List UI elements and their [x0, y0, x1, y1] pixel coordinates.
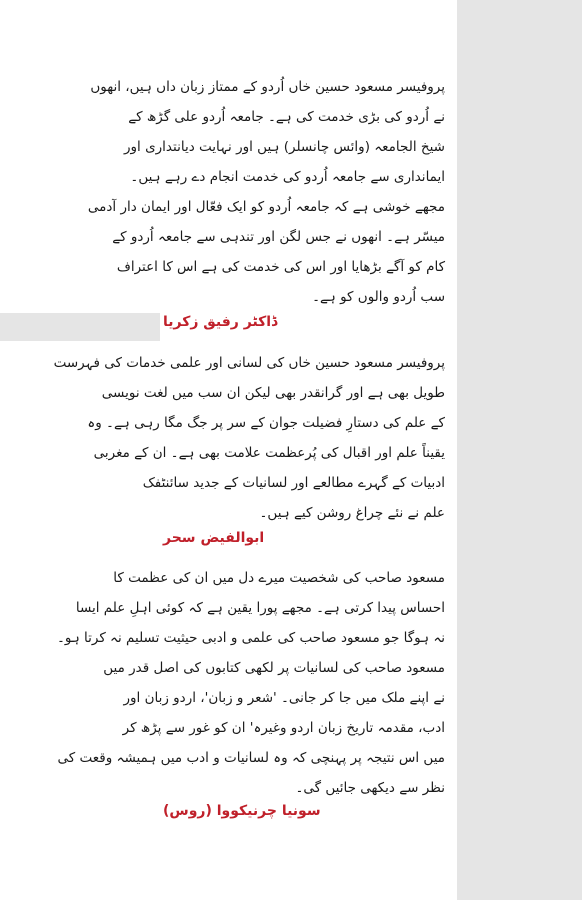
quote-line: مسعود صاحب کی لسانیات پر لکھی کتابوں کی اصل قدر میں: [103, 660, 445, 676]
quote-block: [53, 348, 445, 528]
quote-author: ڈاکٹر رفیق زکریا: [163, 314, 278, 330]
quote-line: ادبیات کے گہرے مطالعے اور لسانیات کے جدید سائنٹفک: [142, 475, 445, 491]
quote-line: پروفیسر مسعود حسین خاں کی لسانی اور علمی خدمات کی فہرست: [53, 355, 445, 371]
quote-line: شیخ الجامعہ (وائس چانسلر) ہیں اور نہایت دیانتداری اور: [124, 139, 445, 155]
quote-line: نہ ہوگا جو مسعود صاحب کی علمی و ادبی حیثیت تسلیم نہ کرتا ہو۔: [56, 630, 445, 646]
quote-line: یقیناً علم اور اقبال کی پُرعظمت علامت بھی ہے۔ ان کے مغربی: [93, 445, 445, 461]
quote-line: میں اس نتیجہ پر پہنچی کہ وہ لسانیات و ادب میں ہمیشہ وقعت کی: [57, 750, 445, 766]
signature-band: [0, 313, 160, 341]
quote-line: ایمانداری سے جامعہ اُردو کی خدمت انجام دے رہے ہیں۔: [130, 169, 445, 185]
quote-author: ابوالفیض سحر: [163, 530, 265, 546]
quote-line: مجھے خوشی ہے کہ جامعہ اُردو کو ایک فعّال اور ایمان دار آدمی: [87, 199, 445, 215]
quote-line: کے علم کی دستارِ فضیلت جوان کے سر پر جگ مگا رہی ہے۔ وہ: [87, 415, 445, 431]
quote-line: احساس پیدا کرتی ہے۔ مجھے پورا یقین ہے کہ کوئی اہلِ علم ایسا: [75, 600, 445, 616]
quote-author: سونیا چرنیکووا (روس): [163, 803, 321, 819]
quote-line: میسّر ہے۔ انھوں نے جس لگن اور تندہی سے جامعہ اُردو کے: [112, 229, 445, 245]
quote-line: کام کو آگے بڑھایا اور اس کی خدمت کی ہے اس کا اعتراف: [116, 259, 445, 275]
quote-line: نظر سے دیکھی جائیں گی۔: [295, 780, 445, 796]
quote-line: مسعود صاحب کی شخصیت میرے دل میں ان کی عظمت کا: [113, 570, 445, 586]
quote-line: نے اپنے ملک میں جا کر جانی۔ 'شعر و زبان'، اردو زبان اور: [123, 690, 445, 706]
page-margin-bar: [457, 0, 582, 900]
quote-line: پروفیسر مسعود حسین خاں اُردو کے ممتاز زبان داں ہیں، انھوں: [90, 79, 445, 95]
quote-line: علم نے نئے چراغ روشن کیے ہیں۔: [259, 505, 445, 521]
quote-line: نے اُردو کی بڑی خدمت کی ہے۔ جامعہ اُردو علی گڑھ کے: [128, 109, 445, 125]
quote-block: [87, 72, 445, 312]
quote-line: طویل بھی ہے اور گرانقدر بھی لیکن ان سب میں لغت نویسی: [101, 385, 445, 401]
quote-line: سب اُردو والوں کو ہے۔: [312, 289, 445, 305]
quote-line: ادب، مقدمہ تاریخ زبان اردو وغیرہ' ان کو غور سے پڑھ کر: [122, 720, 445, 736]
quote-block: [56, 563, 445, 803]
